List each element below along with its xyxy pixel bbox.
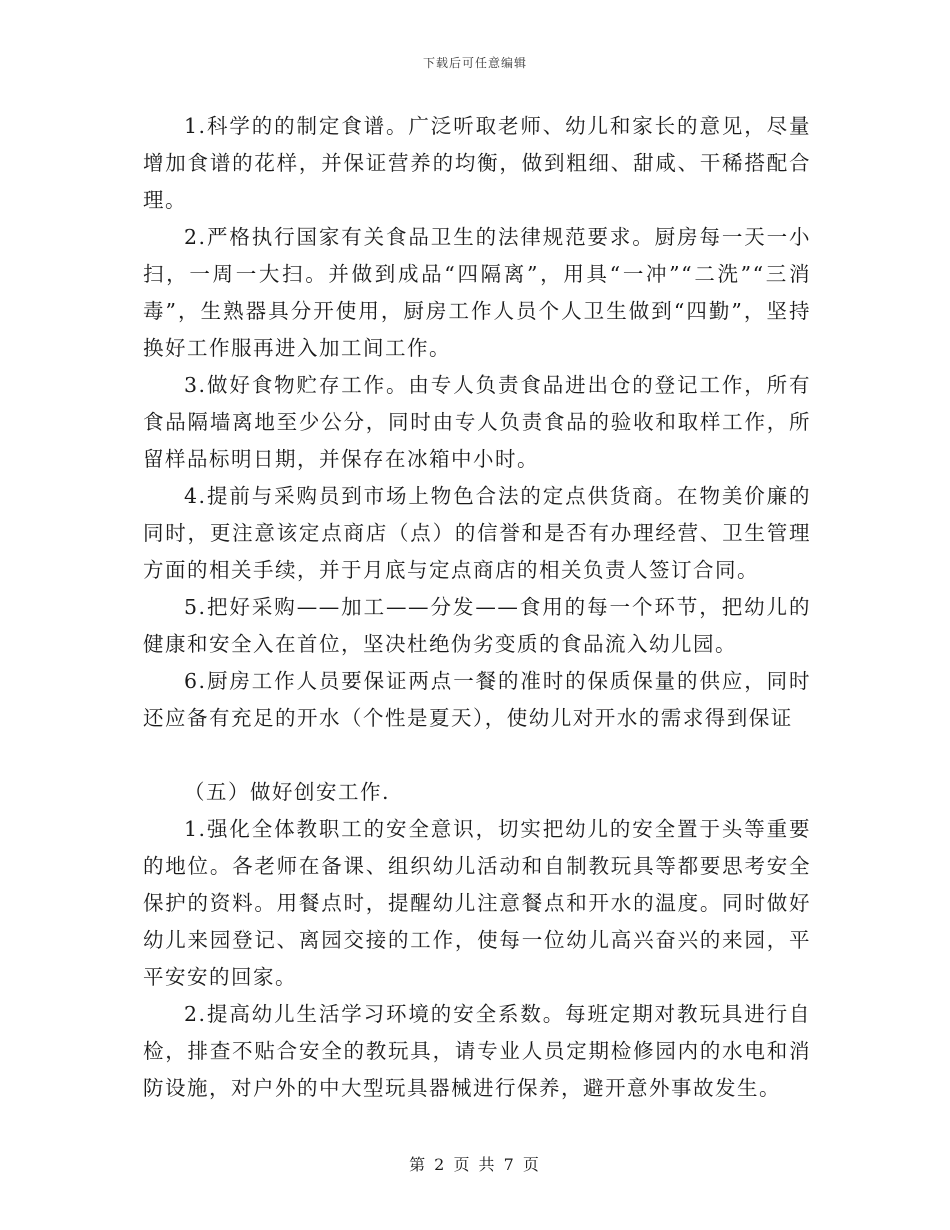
paragraph-procurement-chain: 5.把好采购——加工——分发——食用的每一个环节，把幼儿的健康和安全入在首位，坚决杜绝伪劣变质的食品流入幼儿园。 xyxy=(143,595,811,656)
section-heading-safety: （五）做好创安工作. xyxy=(184,780,391,804)
paragraph-safety-awareness: 1.强化全体教职工的安全意识，切实把幼儿的安全置于头等重要的地位。各老师在备课、组织幼儿活动和自制教玩具等都要思考安全保护的资料。用餐点时，提醒幼儿注意餐点和开水的温度。同时做好幼儿来园登记、离园交接的工作，使每一位幼儿高兴奋兴的来园，平平安安的回家。 xyxy=(143,817,811,989)
paragraph-environment-safety: 2.提高幼儿生活学习环境的安全系数。每班定期对教玩具进行自检，排查不贴合安全的教玩具，请专业人员定期检修园内的水电和消防设施，对户外的中大型玩具器械进行保养，避开意外事故发生。 xyxy=(143,1002,811,1100)
paragraph-meal-supply: 6.厨房工作人员要保证两点一餐的准时的保质保量的供应，同时还应备有充足的开水（个性是夏天），使幼儿对开水的需求得到保证 xyxy=(143,669,811,730)
page-header: 下载后可任意编辑 xyxy=(422,56,527,70)
page-number-footer: 第 2 页 共 7 页 xyxy=(409,1155,541,1174)
paragraph-menu-planning: 1.科学的的制定食谱。广泛听取老师、幼儿和家长的意见，尽量增加食谱的花样，并保证营养的均衡，做到粗细、甜咸、干稀搭配合理。 xyxy=(143,114,811,212)
paragraph-supplier-selection: 4.提前与采购员到市场上物色合法的定点供货商。在物美价廉的同时，更注意该定点商店（点）的信誉和是否有办理经营、卫生管理方面的相关手续，并于月底与定点商店的相关负责人签订合同。 xyxy=(143,484,811,582)
paragraph-gap xyxy=(143,737,811,774)
paragraph-food-hygiene-law: 2.严格执行国家有关食品卫生的法律规范要求。厨房每一天一小扫，一周一大扫。并做到成品“四隔离”，用具“一冲”“二洗”“三消毒”，生熟器具分开使用，厨房工作人员个人卫生做到“四勤”，坚持换好工作服再进入加工间工作。 xyxy=(143,225,811,360)
paragraph-food-storage: 3.做好食物贮存工作。由专人负责食品进出仓的登记工作，所有食品隔墙离地至少公分，同时由专人负责食品的验收和取样工作，所留样品标明日期，并保存在冰箱中小时。 xyxy=(143,373,811,471)
document-body xyxy=(143,108,811,1107)
